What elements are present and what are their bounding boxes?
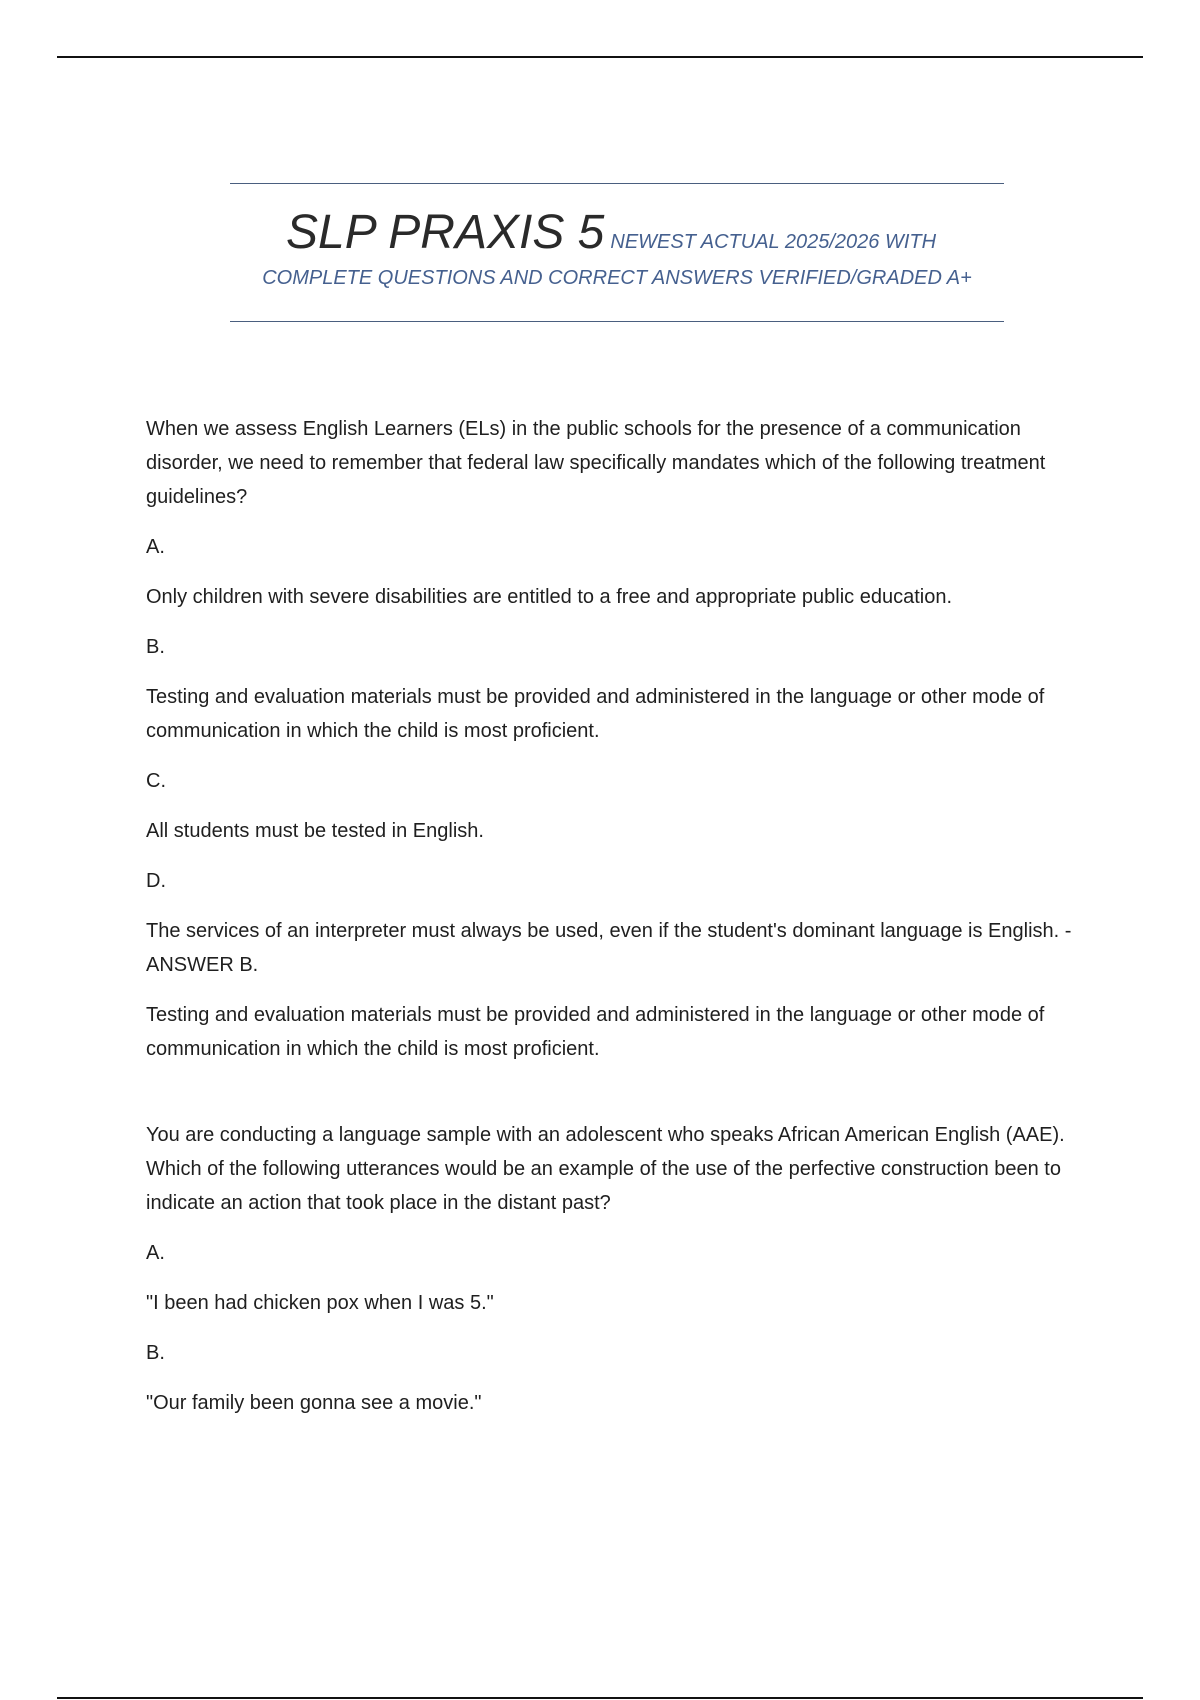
document-body xyxy=(146,412,1086,1436)
question-2-stem: You are conducting a language sample with an adolescent who speaks African American English (AAE). Which of the following utterances would be an example of the use of the perfective construction been to indicate an action that took place in the distant past? xyxy=(146,1124,1065,1214)
question-1-answer-text: Testing and evaluation materials must be provided and administered in the language or other mode of communication in which the child is most proficient. xyxy=(146,1004,1045,1060)
page-bottom-rule xyxy=(57,1697,1143,1699)
question-1-option-a-text: Only children with severe disabilities are entitled to a free and appropriate public education. xyxy=(146,586,953,608)
question-1-option-c-letter: C. xyxy=(146,770,166,792)
title-top-rule xyxy=(230,183,1004,184)
document-subtitle-part-2: COMPLETE QUESTIONS AND CORRECT ANSWERS VERIFIED/GRADED A+ xyxy=(262,267,972,289)
question-1-option-a-letter: A. xyxy=(146,536,165,558)
question-2 xyxy=(146,1118,1086,1420)
question-2-option-a-text: "I been had chicken pox when I was 5." xyxy=(146,1292,494,1314)
question-1-option-c-text: All students must be tested in English. xyxy=(146,820,484,842)
question-2-option-a-letter: A. xyxy=(146,1242,165,1264)
title-bottom-rule xyxy=(230,321,1004,322)
document-title: SLP PRAXIS 5 xyxy=(286,206,605,259)
question-2-option-b-text: "Our family been gonna see a movie." xyxy=(146,1392,482,1414)
question-2-option-b-letter: B. xyxy=(146,1342,165,1364)
title-line-1 xyxy=(286,205,936,260)
document-subtitle-part-1: NEWEST ACTUAL 2025/2026 WITH xyxy=(610,231,937,253)
question-1-option-d-letter: D. xyxy=(146,870,166,892)
question-1-option-b-letter: B. xyxy=(146,636,165,658)
question-1-option-b-text: Testing and evaluation materials must be provided and administered in the language or other mode of communication in which the child is most proficient. xyxy=(146,686,1045,742)
question-1-stem: When we assess English Learners (ELs) in the public schools for the presence of a communication disorder, we need to remember that federal law specifically mandates which of the following treatment guidelines? xyxy=(146,418,1046,508)
page-top-rule xyxy=(57,56,1143,58)
document-title-block xyxy=(230,183,1004,322)
question-1 xyxy=(146,412,1086,1066)
question-1-option-d-text: The services of an interpreter must always be used, even if the student's dominant language is English. - ANSWER B. xyxy=(146,920,1072,976)
